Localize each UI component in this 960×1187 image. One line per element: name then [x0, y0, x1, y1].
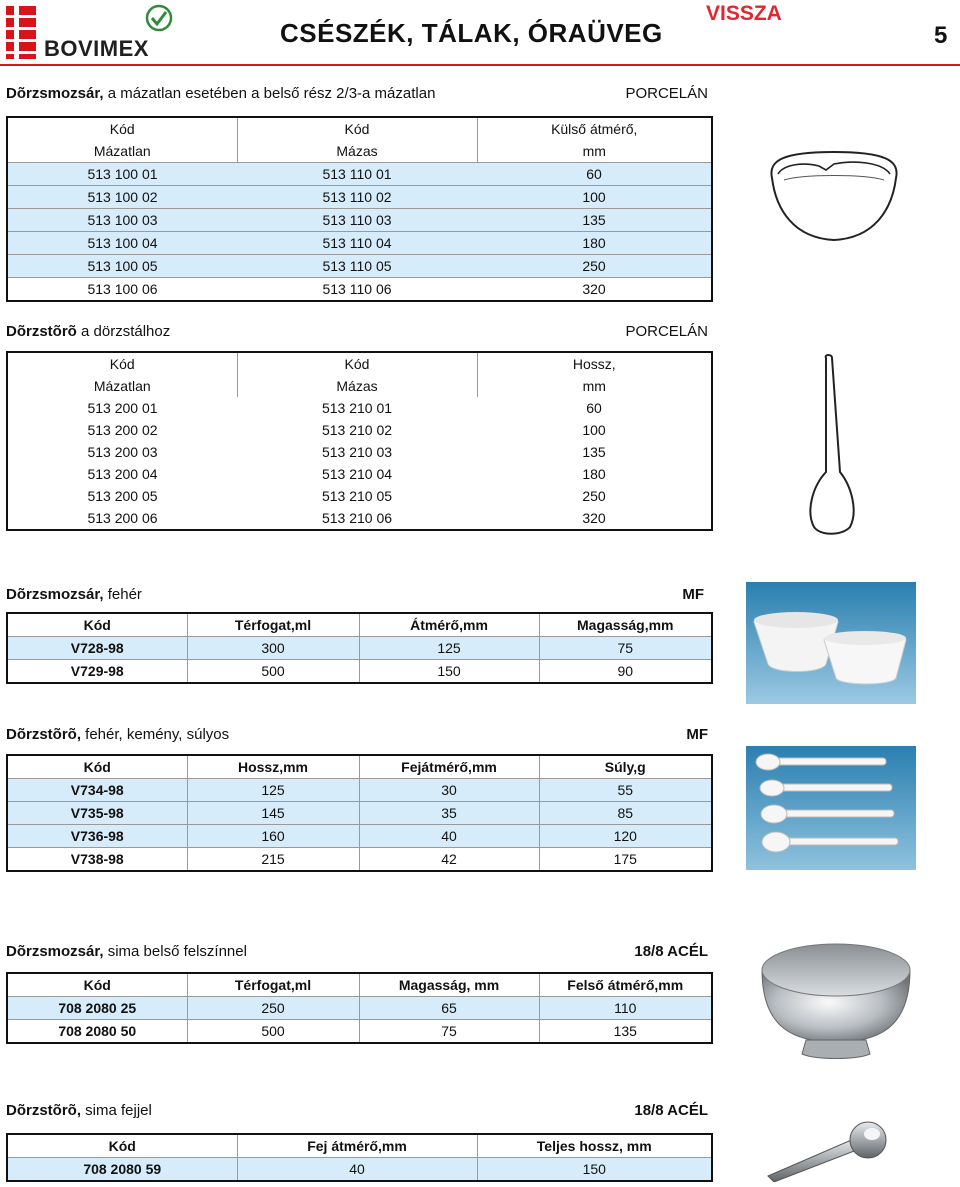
- white-mortars-image: [746, 582, 916, 704]
- column-header: Kód: [109, 356, 135, 372]
- brand-name: BOVIMEX: [44, 36, 149, 61]
- section-title-bold: Dõrzstõrõ,: [6, 726, 81, 743]
- cell-code-glazed: 513 210 04: [321, 466, 393, 482]
- cell-diameter: 180: [477, 232, 712, 255]
- product-table-s2: [6, 351, 713, 531]
- cell-code-glazed: 513 110 02: [237, 186, 477, 209]
- cell-head-diameter: 35: [359, 802, 539, 825]
- table-row: [7, 278, 712, 302]
- bovimex-logo: [6, 4, 176, 60]
- cell-total-length: 150: [477, 1158, 712, 1182]
- column-header: Térfogat,ml: [187, 973, 359, 997]
- material-label: MF: [686, 726, 708, 743]
- table-row: [7, 397, 712, 419]
- cell-code-unglazed: 513 100 04: [7, 232, 237, 255]
- cell-top-diameter: 110: [539, 997, 712, 1020]
- column-header: Fej átmérő,mm: [237, 1134, 477, 1158]
- cell-code-unglazed: 513 100 01: [7, 163, 237, 186]
- material-label: MF: [682, 586, 704, 603]
- column-header: Magasság,mm: [539, 613, 712, 637]
- column-header: Külső átmérő,: [477, 117, 712, 140]
- table-row: [7, 255, 712, 278]
- cell-height: 65: [359, 997, 539, 1020]
- cell-diameter: 135: [477, 209, 712, 232]
- column-header: Átmérő,mm: [359, 613, 539, 637]
- cell-code: 708 2080 25: [7, 997, 187, 1020]
- cell-head-diameter: 40: [359, 825, 539, 848]
- cell-code-glazed: 513 110 04: [237, 232, 477, 255]
- cell-height: 75: [359, 1020, 539, 1044]
- cell-code: 708 2080 50: [7, 1020, 187, 1044]
- cell-head-diameter: 30: [359, 779, 539, 802]
- cell-length: 135: [582, 444, 606, 460]
- cell-code-glazed: 513 210 02: [321, 422, 393, 438]
- column-header: Fejátmérő,mm: [359, 755, 539, 779]
- cell-code-glazed: 513 210 05: [321, 488, 393, 504]
- table-row: [7, 186, 712, 209]
- column-header: Mázas: [237, 375, 477, 397]
- cell-code-unglazed: 513 200 01: [87, 400, 158, 416]
- cell-volume: 250: [187, 997, 359, 1020]
- column-header: Hossz,mm: [187, 755, 359, 779]
- porcelain-mortar-image: [764, 130, 904, 250]
- cell-code-glazed: 513 210 01: [321, 400, 393, 416]
- column-header: Kód: [83, 617, 111, 633]
- column-header: Kód: [108, 1138, 136, 1154]
- cell-code-glazed: 513 210 06: [321, 510, 393, 526]
- cell-length: 250: [582, 488, 606, 504]
- section-title-bold: Dõrzsmozsár,: [6, 943, 104, 960]
- cell-length: 215: [187, 848, 359, 872]
- cell-code: V734-98: [7, 779, 187, 802]
- material-label: PORCELÁN: [625, 323, 708, 340]
- column-header: mm: [477, 375, 712, 397]
- back-link[interactable]: VISSZA: [706, 2, 782, 25]
- section-title-rest: fehér, kemény, súlyos: [81, 726, 230, 743]
- cell-code-unglazed: 513 200 03: [87, 444, 158, 460]
- section-title: [6, 323, 170, 340]
- product-table-s3: [6, 612, 713, 684]
- product-table-s4: [6, 754, 713, 872]
- section-title: [6, 943, 247, 960]
- column-header: mm: [477, 140, 712, 163]
- cell-head-diameter: 40: [237, 1158, 477, 1182]
- column-header: Kód: [237, 352, 477, 375]
- table-row: [7, 997, 712, 1020]
- cell-code-unglazed: 513 100 05: [7, 255, 237, 278]
- table-row: [7, 485, 712, 507]
- column-header: Kód: [109, 121, 135, 137]
- cell-code: V729-98: [7, 660, 187, 684]
- material-label: 18/8 ACÉL: [634, 943, 708, 960]
- column-header: Súly,g: [539, 755, 712, 779]
- cell-code-unglazed: 513 200 02: [87, 422, 158, 438]
- cell-top-diameter: 135: [539, 1020, 712, 1044]
- column-header: Kód: [83, 977, 111, 993]
- table-row: [7, 1020, 712, 1044]
- product-table-s5: [6, 972, 713, 1044]
- cell-length: 160: [187, 825, 359, 848]
- column-header: Kód: [83, 759, 111, 775]
- cell-weight: 55: [539, 779, 712, 802]
- cell-code-unglazed: 513 200 06: [87, 510, 158, 526]
- cell-code-unglazed: 513 100 03: [7, 209, 237, 232]
- column-header: Felső átmérő,mm: [539, 973, 712, 997]
- cell-code: V735-98: [7, 802, 187, 825]
- steel-mortar-image: [756, 930, 916, 1062]
- section-title-bold: Dõrzstõrõ,: [6, 1102, 81, 1119]
- cell-height: 90: [539, 660, 712, 684]
- cell-length: 145: [187, 802, 359, 825]
- page-number: 5: [934, 22, 948, 49]
- material-label: 18/8 ACÉL: [634, 1102, 708, 1119]
- cell-volume: 500: [187, 660, 359, 684]
- cell-code-unglazed: 513 100 02: [7, 186, 237, 209]
- section-title-rest: a mázatlan esetében a belső rész 2/3-a mázatlan: [103, 85, 436, 102]
- column-header: Mázatlan: [93, 143, 151, 159]
- page-title: CSÉSZÉK, TÁLAK, ÓRAÜVEG: [280, 18, 663, 48]
- column-header: Kód: [237, 117, 477, 140]
- section-title: [6, 726, 229, 743]
- cell-diameter: 60: [477, 163, 712, 186]
- table-row: [7, 463, 712, 485]
- cell-weight: 175: [539, 848, 712, 872]
- section-title-bold: Dõrzsmozsár,: [6, 85, 104, 102]
- section-title-rest: fehér: [103, 586, 142, 603]
- table-row: [7, 779, 712, 802]
- column-header: Hossz,: [477, 352, 712, 375]
- section-title-rest: sima belső felszínnel: [103, 943, 247, 960]
- cell-diameter: 250: [477, 255, 712, 278]
- cell-code-glazed: 513 110 05: [237, 255, 477, 278]
- table-row: [7, 802, 712, 825]
- white-pestles-image: [746, 746, 916, 870]
- cell-diameter: 320: [477, 278, 712, 302]
- column-header: Magasság, mm: [359, 973, 539, 997]
- section-title: [6, 586, 142, 603]
- cell-diameter: 150: [359, 660, 539, 684]
- cell-code: V738-98: [7, 848, 187, 872]
- porcelain-pestle-image: [800, 352, 870, 537]
- cell-volume: 500: [187, 1020, 359, 1044]
- table-row: [7, 1158, 712, 1182]
- cell-code-glazed: 513 110 01: [237, 163, 477, 186]
- table-row: [7, 637, 712, 660]
- table-row: [7, 825, 712, 848]
- cell-diameter: 100: [477, 186, 712, 209]
- column-header: Térfogat,ml: [187, 613, 359, 637]
- product-table-s1: [6, 116, 713, 302]
- cell-length: 320: [582, 510, 606, 526]
- cell-weight: 85: [539, 802, 712, 825]
- cell-length: 125: [187, 779, 359, 802]
- table-row: [7, 507, 712, 530]
- table-row: [7, 848, 712, 872]
- cell-weight: 120: [539, 825, 712, 848]
- table-row: [7, 441, 712, 463]
- cell-head-diameter: 42: [359, 848, 539, 872]
- table-row: [7, 660, 712, 684]
- table-row: [7, 163, 712, 186]
- cell-length: 60: [586, 400, 602, 416]
- cell-code-glazed: 513 110 06: [237, 278, 477, 302]
- steel-pestle-image: [764, 1118, 894, 1182]
- cell-code-glazed: 513 110 03: [237, 209, 477, 232]
- column-header: Mázatlan: [93, 378, 151, 394]
- cell-code: V736-98: [7, 825, 187, 848]
- cell-code-unglazed: 513 200 04: [87, 466, 158, 482]
- cell-length: 100: [582, 422, 606, 438]
- section-title-bold: Dõrzsmozsár,: [6, 586, 104, 603]
- table-row: [7, 419, 712, 441]
- column-header: Teljes hossz, mm: [477, 1134, 712, 1158]
- cell-height: 75: [539, 637, 712, 660]
- cell-length: 180: [582, 466, 606, 482]
- cell-code: V728-98: [7, 637, 187, 660]
- cell-code-glazed: 513 210 03: [321, 444, 393, 460]
- section-title-rest: sima fejjel: [81, 1102, 152, 1119]
- column-header: Mázas: [237, 140, 477, 163]
- cell-diameter: 125: [359, 637, 539, 660]
- table-row: [7, 232, 712, 255]
- cell-volume: 300: [187, 637, 359, 660]
- table-row: [7, 209, 712, 232]
- section-title: [6, 85, 435, 102]
- section-title-rest: a dörzstálhoz: [76, 323, 171, 340]
- header-divider: [0, 64, 960, 66]
- section-title-bold: Dõrzstõrõ: [6, 323, 77, 340]
- cell-code: 708 2080 59: [7, 1158, 237, 1182]
- cell-code-unglazed: 513 200 05: [87, 488, 158, 504]
- product-table-s6: [6, 1133, 713, 1182]
- material-label: PORCELÁN: [625, 85, 708, 102]
- section-title: [6, 1102, 152, 1119]
- cell-code-unglazed: 513 100 06: [7, 278, 237, 302]
